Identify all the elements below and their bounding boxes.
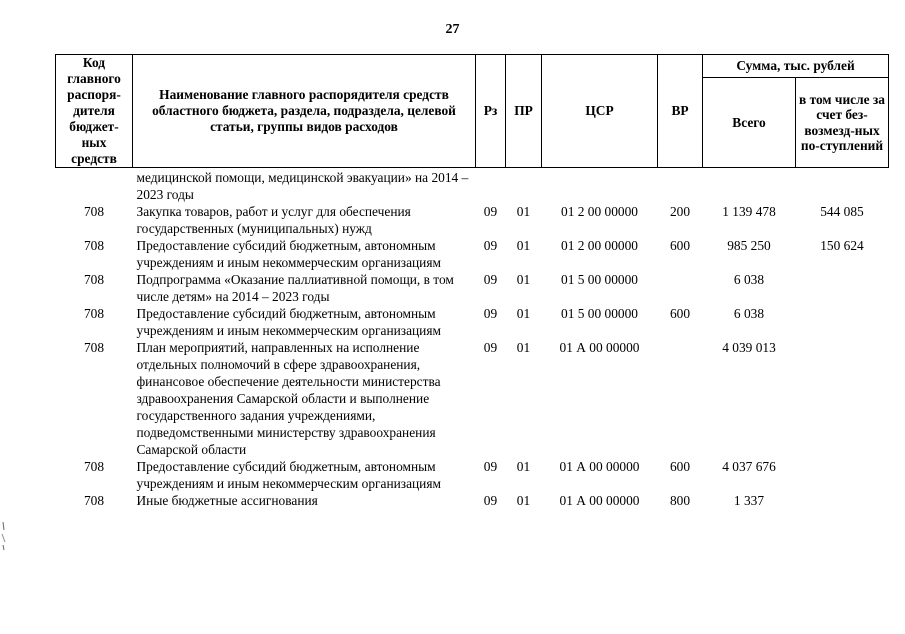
cell-vr: 600 <box>669 238 691 253</box>
cell-grant <box>796 305 889 339</box>
cell-name: Иные бюджетные ассигнования <box>136 493 318 508</box>
cell-csr: 01 2 00 00000 <box>561 238 638 253</box>
cell-name: Предоставление субсидий бюджетным, автономным учреждениям и иным некоммерческим организациям <box>136 306 441 338</box>
cell-rz: 09 <box>483 272 498 287</box>
cell-vr: 800 <box>669 493 691 508</box>
cell-vr: 200 <box>669 204 691 219</box>
cell-pr: 01 <box>516 459 531 474</box>
header-grant: в том числе за счет без-возмезд-ных по-ступлений <box>796 78 889 168</box>
cell-csr: 01 2 00 00000 <box>561 204 638 219</box>
scan-edge-marks <box>0 520 8 552</box>
table-row <box>56 339 889 458</box>
cell-code: 708 <box>83 204 105 219</box>
cell-code: 708 <box>83 340 105 355</box>
header-name: Наименование главного распорядителя средств областного бюджета, раздела, подраздела, целевой статьи, группы видов расходов <box>133 55 476 168</box>
cell-csr: 01 А 00 00000 <box>559 493 640 508</box>
header-vr: ВР <box>658 55 703 168</box>
cell-pr: 01 <box>516 340 531 355</box>
table-body <box>56 168 889 510</box>
cell-name: Предоставление субсидий бюджетным, автономным учреждениям и иным некоммерческим организациям <box>136 459 441 491</box>
cell-total: 985 250 <box>727 238 771 253</box>
continuation-text: медицинской помощи, медицинской эвакуации» на 2014 – 2023 годы <box>136 170 469 202</box>
budget-table <box>55 54 889 509</box>
cell-grant <box>796 458 889 492</box>
cell-code: 708 <box>83 238 105 253</box>
cell-code: 708 <box>83 493 105 508</box>
cell-vr: 600 <box>669 459 691 474</box>
cell-pr: 01 <box>516 272 531 287</box>
cell-total: 1 337 <box>733 493 765 508</box>
cell-rz: 09 <box>483 306 498 321</box>
cell-grant <box>796 271 889 305</box>
cell-grant <box>796 492 889 509</box>
cell-rz: 09 <box>483 459 498 474</box>
table-row <box>56 237 889 271</box>
header-rz: Рз <box>476 55 506 168</box>
scan-artifact-icon <box>0 520 8 552</box>
cell-vr <box>658 339 703 458</box>
cell-pr: 01 <box>516 238 531 253</box>
table-row <box>56 271 889 305</box>
header-total: Всего <box>703 78 796 168</box>
cell-grant: 150 624 <box>820 238 864 253</box>
cell-rz: 09 <box>483 340 498 355</box>
cell-code: 708 <box>83 459 105 474</box>
cell-csr: 01 5 00 00000 <box>561 306 638 321</box>
cell-total: 1 139 478 <box>722 204 776 219</box>
cell-pr: 01 <box>516 493 531 508</box>
cell-csr: 01 А 00 00000 <box>559 459 640 474</box>
table-row <box>56 203 889 237</box>
cell-pr: 01 <box>516 306 531 321</box>
cell-name: Закупка товаров, работ и услуг для обеспечения государственных (муниципальных) нужд <box>136 204 411 236</box>
cell-csr: 01 А 00 00000 <box>559 340 640 355</box>
table-header <box>56 55 889 168</box>
continuation-row <box>56 168 889 204</box>
cell-vr: 600 <box>669 306 691 321</box>
table-row <box>56 458 889 492</box>
cell-code: 708 <box>83 272 105 287</box>
header-pr: ПР <box>506 55 542 168</box>
cell-rz: 09 <box>483 238 498 253</box>
cell-csr: 01 5 00 00000 <box>561 272 638 287</box>
cell-rz: 09 <box>483 204 498 219</box>
cell-total: 6 038 <box>733 306 765 321</box>
page-number: 27 <box>445 22 460 37</box>
cell-grant <box>796 339 889 458</box>
header-csr: ЦСР <box>542 55 658 168</box>
header-sum: Сумма, тыс. рублей <box>703 55 889 78</box>
cell-name: Предоставление субсидий бюджетным, автономным учреждениям и иным некоммерческим организациям <box>136 238 441 270</box>
cell-name: План мероприятий, направленных на исполнение отдельных полномочий в сфере здравоохранения, финансовое обеспечение деятельности министерства здравоохранения Самарской области и выполнение государственного задания учреждениями, подведомственными министерству здравоохранения Самарской области <box>136 340 441 457</box>
header-code: Код главного распоря-дителя бюджет-ных средств <box>56 55 133 168</box>
cell-grant: 544 085 <box>820 204 864 219</box>
cell-vr <box>658 271 703 305</box>
cell-total: 4 037 676 <box>722 459 776 474</box>
cell-pr: 01 <box>516 204 531 219</box>
cell-rz: 09 <box>483 493 498 508</box>
table-row <box>56 305 889 339</box>
table-row <box>56 492 889 509</box>
cell-total: 4 039 013 <box>722 340 776 355</box>
cell-code: 708 <box>83 306 105 321</box>
cell-total: 6 038 <box>733 272 765 287</box>
cell-name: Подпрограмма «Оказание паллиативной помощи, в том числе детям» на 2014 – 2023 годы <box>136 272 454 304</box>
